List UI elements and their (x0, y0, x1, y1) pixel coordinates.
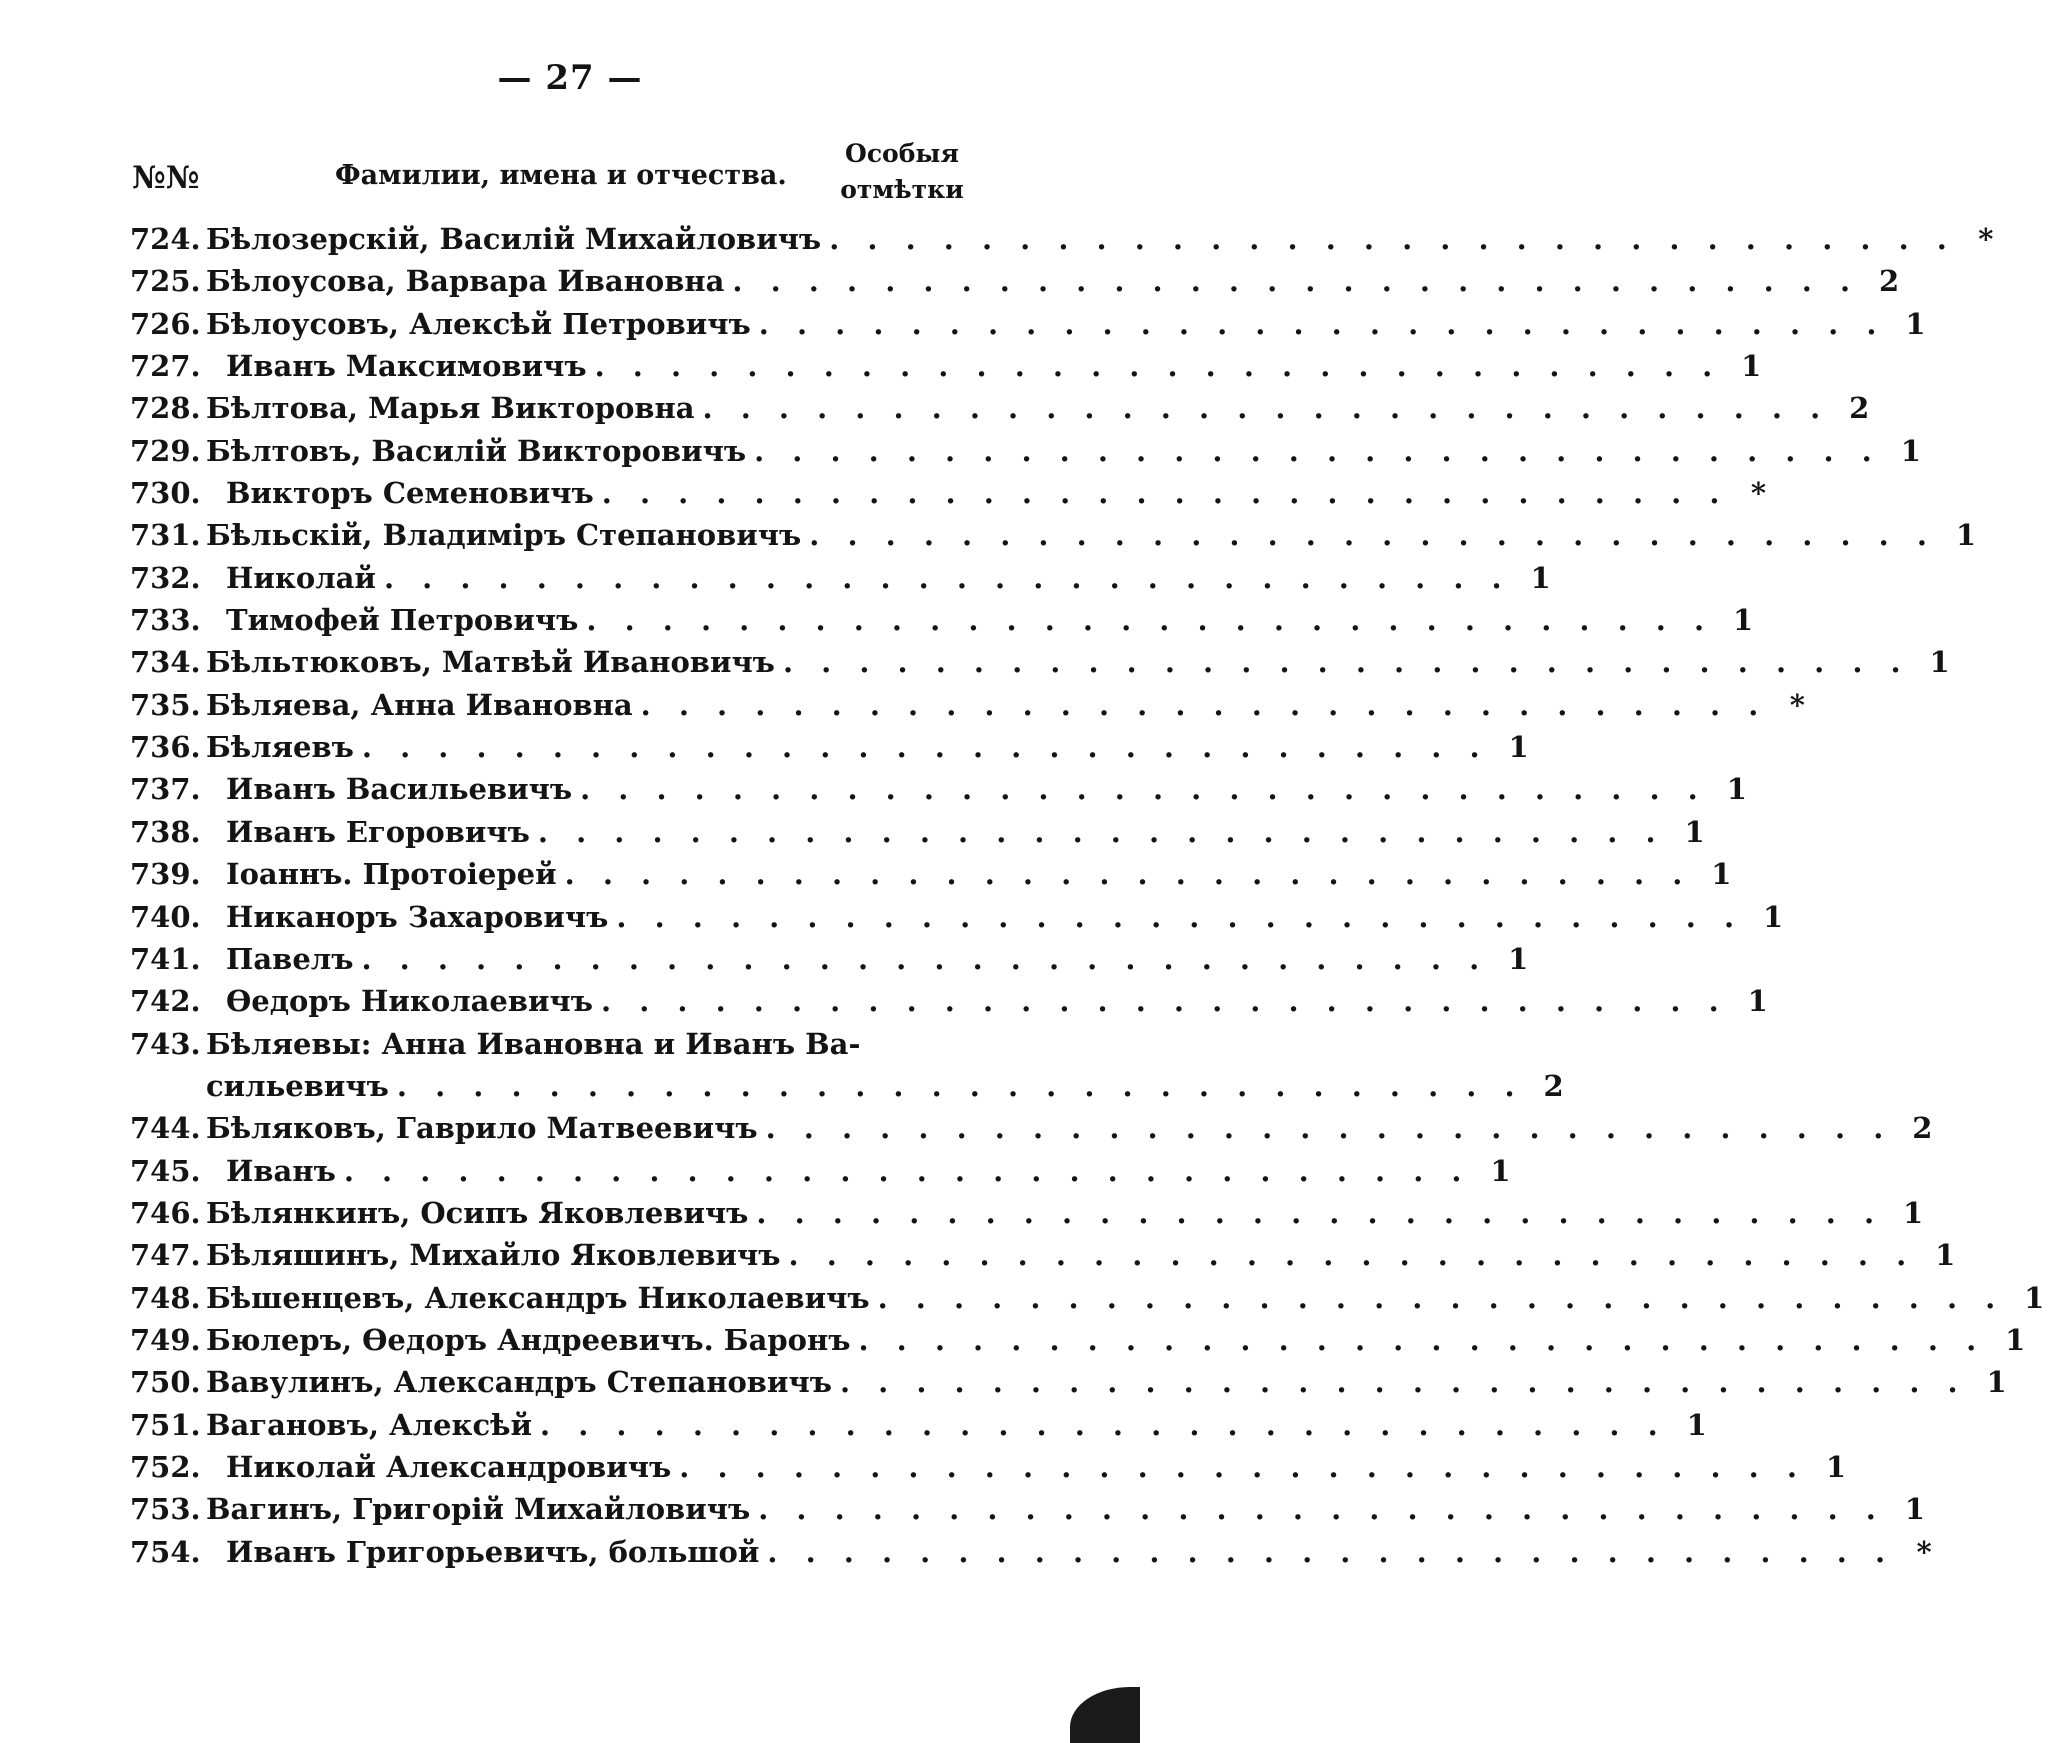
entry-mark: 1 (2024, 1280, 2045, 1315)
entry-name: Никаноръ Захаровичъ (226, 899, 609, 934)
list-item (130, 1404, 1707, 1446)
dot-leader: . . . . . . . . . . . . . . . . . . . . . . . . . . . . . . (756, 1195, 1884, 1230)
entry-number: 749. (130, 1322, 201, 1357)
dot-leader: . . . . . . . . . . . . . . . . . . . . . . . . . . . . . . (809, 518, 1936, 553)
dot-leader: . . . . . . . . . . . . . . . . . . . . . . . . . . . . . . (396, 1068, 1524, 1103)
list-item (130, 768, 1747, 810)
entry-mark: 1 (1762, 899, 1784, 934)
entry-name: Викторъ Семеновичъ (226, 476, 594, 511)
list-item (130, 1234, 1956, 1276)
entry-number: 730. (130, 476, 201, 511)
entry-mark: 1 (1747, 984, 1768, 1019)
dot-leader: . . . . . . . . . . . . . . . . . . . . . . . . . . . . . . (829, 222, 1956, 256)
entry-name: сильевичъ (206, 1068, 389, 1103)
entry-name: Бѣлянкинъ, Осипъ Яковлевичъ (206, 1195, 749, 1230)
entry-mark: * (1978, 222, 1994, 256)
entry-number: 751. (130, 1407, 201, 1442)
list-item (130, 1361, 2007, 1403)
list-item (130, 1319, 2026, 1361)
entry-number: 739. (130, 857, 201, 892)
entry-name: Бѣляковъ, Гаврило Матвеевичъ (206, 1111, 758, 1146)
column-header-number: №№ (132, 160, 200, 196)
page-number: — 27 — (497, 58, 643, 98)
list-item (130, 1488, 1925, 1530)
list-item (130, 260, 1900, 302)
entry-name: Бѣлоусова, Варвара Ивановна (206, 264, 725, 299)
entry-name: Вагинъ, Григорій Михайловичъ (206, 1492, 751, 1527)
dot-leader: . . . . . . . . . . . . . . . . . . . . . . . . . . . . . . (839, 1365, 1967, 1400)
dot-leader: . . . . . . . . . . . . . . . . . . . . . . . . . . . . . . (586, 603, 1714, 638)
list-item (130, 1192, 1924, 1234)
entry-name: Вавулинъ, Александръ Степановичъ (206, 1365, 832, 1400)
entry-number: 738. (130, 814, 201, 849)
entry-name: Иванъ Егоровичъ (226, 814, 530, 849)
entry-name: Іоаннъ. Протоіерей (226, 857, 557, 892)
dot-leader: . . . . . . . . . . . . . . . . . . . . . . . . . . . . . . (537, 814, 1665, 849)
entry-mark: 1 (1684, 814, 1705, 849)
entry-name: Бѣляшинъ, Михайло Яковлевичъ (206, 1238, 781, 1273)
entry-mark: 1 (1741, 349, 1762, 384)
entry-name: Бѣляевъ (206, 730, 354, 765)
dot-leader: . . . . . . . . . . . . . . . . . . . . . . . . . . . . . . (361, 730, 1489, 765)
entry-number: 737. (130, 772, 201, 807)
entry-mark: 1 (1935, 1238, 1956, 1273)
entry-number: 753. (130, 1492, 201, 1527)
entry-name: Ѳедоръ Николаевичъ (226, 984, 594, 1019)
entry-number: 754. (130, 1534, 201, 1569)
entry-number: 734. (130, 645, 201, 680)
dot-leader: . . . . . . . . . . . . . . . . . . . . . . . . . . . . . . (564, 857, 1692, 892)
entry-name: Бѣльтюковъ, Матвѣй Ивановичъ (206, 645, 775, 680)
entry-mark: 1 (1955, 518, 1977, 553)
dot-leader: . . . . . . . . . . . . . . . . . . . . . . . . . . . . . . (788, 1238, 1916, 1273)
dot-leader: . . . . . . . . . . . . . . . . . . . . . . . . . . . . . . (858, 1322, 1986, 1357)
list-item (130, 1531, 1932, 1573)
dot-leader: . . . . . . . . . . . . . . . . . . . . . . . . . . . . . . (758, 1492, 1885, 1527)
dot-leader: . . . . . . . . . . . . . . . . . . . . . . . . . . . . . . (580, 772, 1707, 807)
entry-mark: 2 (1543, 1068, 1564, 1103)
entry-number: 743. (130, 1026, 201, 1061)
entry-number: 735. (130, 687, 201, 722)
dot-leader: . . . . . . . . . . . . . . . . . . . . . . . . . . . . . . (782, 645, 1910, 680)
column-header-marks-line2: отмѣтки (840, 175, 964, 204)
dot-leader: . . . . . . . . . . . . . . . . . . . . . . . . . . . . . . (640, 687, 1768, 722)
entry-number: 728. (130, 391, 201, 426)
entry-number: 726. (130, 306, 201, 341)
entry-number: 724. (130, 222, 201, 256)
entry-number: 725. (130, 264, 201, 299)
entry-mark: * (1916, 1534, 1932, 1569)
entry-mark: 1 (1490, 1153, 1511, 1188)
entry-mark: 1 (1905, 306, 1926, 341)
entry-mark: 1 (1904, 1492, 1925, 1527)
entry-name: Бѣльскій, Владиміръ Степановичъ (206, 518, 802, 553)
entry-mark: 1 (1508, 730, 1529, 765)
entry-mark: 1 (1732, 603, 1754, 638)
entry-mark: 1 (1726, 772, 1747, 807)
entry-name: Иванъ (226, 1153, 336, 1188)
entry-mark: 1 (1508, 941, 1529, 976)
dot-leader: . . . . . . . . . . . . . . . . . . . . . . . . . . . . . . (343, 1153, 1471, 1188)
entry-name: Бѣляевы: Анна Ивановна и Иванъ Ва- (206, 1026, 861, 1061)
entry-mark: 1 (1825, 1449, 1847, 1484)
dot-leader: . . . . . . . . . . . . . . . . . . . . . . . . . . . . . . (702, 391, 1830, 426)
dot-leader: . . . . . . . . . . . . . . . . . . . . . . . . . . . . . . (767, 1534, 1895, 1569)
entry-number: 745. (130, 1153, 201, 1188)
entry-name: Павелъ (226, 941, 354, 976)
list-item (130, 430, 1921, 472)
list-item (130, 811, 1705, 853)
entry-number: 746. (130, 1195, 201, 1230)
entry-number: 748. (130, 1280, 201, 1315)
entry-name: Бѣлтова, Марья Викторовна (206, 391, 695, 426)
dot-leader: . . . . . . . . . . . . . . . . . . . . . . . . . . . . . . (383, 560, 1511, 595)
entry-mark: * (1750, 476, 1767, 511)
entry-number: 747. (130, 1238, 201, 1273)
entry-name: Вагановъ, Алексѣй (206, 1407, 533, 1442)
dot-leader: . . . . . . . . . . . . . . . . . . . . . . . . . . . . . . (594, 349, 1722, 384)
entry-mark: * (1789, 687, 1805, 722)
list-item (130, 1150, 1511, 1192)
list-item (130, 218, 1994, 260)
corner-smudge (1070, 1687, 1140, 1743)
list-item (130, 599, 1754, 641)
entry-number: 741. (130, 941, 201, 976)
entry-mark: 1 (1929, 645, 1950, 680)
dot-leader: . . . . . . . . . . . . . . . . . . . . . . . . . . . . . . (601, 476, 1729, 511)
entry-number: 732. (130, 560, 201, 595)
entry-mark: 1 (1986, 1365, 2007, 1400)
dot-leader: . . . . . . . . . . . . . . . . . . . . . . . . . . . . . . (679, 1449, 1806, 1484)
entry-number: 733. (130, 603, 201, 638)
list-item (130, 1023, 970, 1065)
list-item (130, 1065, 1564, 1107)
entry-mark: 1 (1711, 857, 1732, 892)
entry-name: Бѣшенцевъ, Александръ Николаевичъ (206, 1280, 870, 1315)
dot-leader: . . . . . . . . . . . . . . . . . . . . . . . . . . . . . . (754, 433, 1881, 468)
entry-name: Иванъ Васильевичъ (226, 772, 573, 807)
entry-name: Бѣляева, Анна Ивановна (206, 687, 633, 722)
entry-mark: 1 (2005, 1322, 2026, 1357)
list-item (130, 1446, 1847, 1488)
entry-name: Тимофей Петровичъ (226, 603, 579, 638)
dot-leader: . . . . . . . . . . . . . . . . . . . . . . . . . . . . . . (732, 264, 1860, 299)
entry-mark: 2 (1849, 391, 1870, 426)
list-item (130, 896, 1784, 938)
entry-number: 742. (130, 984, 201, 1019)
list-item (130, 853, 1732, 895)
entry-name: Бѣлозерскій, Василій Михайловичъ (206, 222, 822, 256)
dot-leader: . . . . . . . . . . . . . . . . . . . . . . . . . . . . . . (765, 1111, 1893, 1146)
entry-list (130, 218, 2045, 1573)
entry-mark: 2 (1912, 1111, 1933, 1146)
dot-leader: . . . . . . . . . . . . . . . . . . . . . . . . . . . . . . (361, 941, 1489, 976)
list-item (130, 980, 1768, 1022)
list-item (130, 1277, 2045, 1319)
entry-name: Бѣлтовъ, Василій Викторовичъ (206, 433, 747, 468)
list-item (130, 514, 1977, 556)
entry-name: Бѣлоусовъ, Алексѣй Петровичъ (206, 306, 751, 341)
dot-leader: . . . . . . . . . . . . . . . . . . . . . . . . . . . . . . (540, 1407, 1667, 1442)
entry-mark: 1 (1900, 433, 1921, 468)
entry-number: 744. (130, 1111, 201, 1146)
entry-name: Николай (226, 560, 376, 595)
entry-mark: 1 (1530, 560, 1551, 595)
entry-name: Николай Александровичъ (226, 1449, 672, 1484)
entry-number: 750. (130, 1365, 201, 1400)
entry-mark: 1 (1686, 1407, 1707, 1442)
list-item (130, 387, 1870, 429)
dot-leader: . . . . . . . . . . . . . . . . . . . . . . . . . . . . . . (601, 984, 1728, 1019)
entry-number: 729. (130, 433, 201, 468)
list-item (130, 938, 1529, 980)
list-item (130, 726, 1529, 768)
dot-leader: . . . . . . . . . . . . . . . . . . . . . . . . . . . . . . (877, 1280, 2005, 1315)
entry-number: 736. (130, 730, 201, 765)
list-item (130, 303, 1926, 345)
column-header-marks (832, 136, 972, 208)
entry-number: 731. (130, 518, 201, 553)
column-header-name: Фамилии, имена и отчества. (335, 160, 787, 191)
list-item (130, 1107, 1933, 1149)
column-header-marks-line1: Особыя (845, 139, 959, 168)
list-item (130, 345, 1762, 387)
entry-name: Бюлеръ, Ѳедоръ Андреевичъ. Баронъ (206, 1322, 851, 1357)
dot-leader: . . . . . . . . . . . . . . . . . . . . . . . . . . . . . . (758, 306, 1886, 341)
entry-mark: 1 (1903, 1195, 1924, 1230)
list-item (130, 472, 1767, 514)
dot-leader: . . . . . . . . . . . . . . . . . . . . . . . . . . . . . . (616, 899, 1744, 934)
entry-mark: 2 (1879, 264, 1900, 299)
list-item (130, 684, 1805, 726)
entry-number: 740. (130, 899, 201, 934)
entry-name: Иванъ Максимовичъ (226, 349, 587, 384)
list-item (130, 641, 1950, 683)
entry-number: 727. (130, 349, 201, 384)
entry-number: 752. (130, 1449, 201, 1484)
entry-name: Иванъ Григорьевичъ, большой (226, 1534, 760, 1569)
list-item (130, 557, 1551, 599)
